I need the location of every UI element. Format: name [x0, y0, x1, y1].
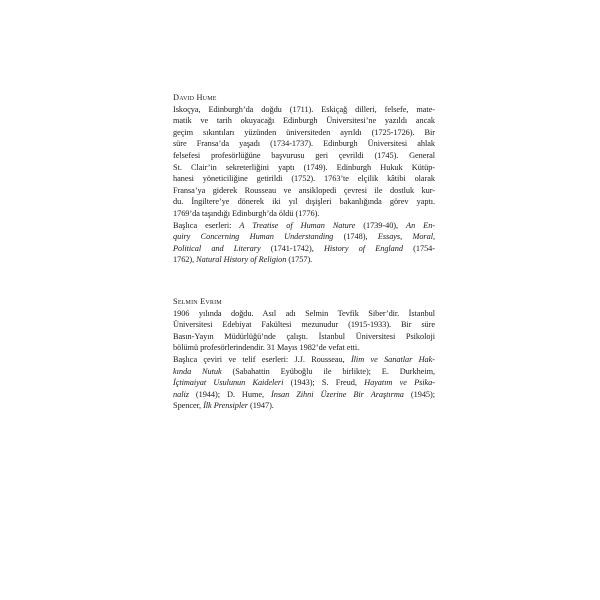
work-title: Natural History of Religion — [196, 255, 287, 265]
bio-line: du. İngiltere’ye dönerek iki yıl dışişleri bakanlığında görev yaptı. — [173, 197, 435, 207]
bio-line: geçim sıkıntıları yüzünden üniversiteden ayrıldı (1725-1726). Bir — [173, 127, 435, 137]
bio-line: Iskoçya, Edinburgh’da doğdu (1711). Eskiçağ dilleri, felsefe, mate- — [173, 104, 435, 114]
work-title: An En- — [406, 220, 435, 230]
work-title: İçtimaiyat Usulunun Kaideleri — [173, 378, 284, 388]
bio-works-line: Başlıca eserleri: A Treatise of Human Nature (1739-40), An En- — [173, 220, 435, 230]
bio-line: Üniversitesi Edebiyat Fakültesi mezunudur (1915-1933). Bir süre — [173, 320, 435, 330]
work-title: İlk Prensipler — [203, 401, 248, 411]
bio-works-line: Spencer, İlk Prensipler (1947). — [173, 401, 274, 411]
translator-name: Selmin Evrim — [173, 297, 222, 306]
work-title: Hayatım ve Psika- — [364, 378, 435, 388]
bio-works-line: Başlıca çeviri ve telif eserleri: J.J. Rousseau, İlim ve Sanatlar Hak- — [173, 354, 435, 364]
bio-line: Basın-Yayın Müdürlüğü’nde çalıştı. İstanbul Üniversitesi Psikoloji — [173, 331, 435, 341]
work-title: Political and Literary — [173, 243, 261, 253]
work-title: Essays, Moral, — [377, 232, 435, 242]
author-name: David Hume — [173, 93, 217, 102]
bio-line: 1769’da taşındığı Edinburgh’da öldü (1776). — [173, 208, 320, 218]
work-title: History of England — [323, 243, 403, 253]
bio-line: bölümü profesörlerindendir. 31 Mayıs 1982’de vefat etti. — [173, 343, 360, 353]
bio-works-line: quiry Concerning Human Understanding (1748), Essays, Moral, — [173, 232, 435, 242]
bio-line: matik ve tarih okuyacağı Edinburgh Üniversitesi’ne yazıldı ancak — [173, 116, 435, 126]
bio-works-line: naliz (1944); D. Hume, İnsan Zihni Üzerine Bir Araştırma (1945); — [173, 389, 435, 399]
work-title: İnsan Zihni Üzerine Bir Araştırma — [271, 389, 404, 399]
bio-works-line: Political and Literary (1741-1742), History of England (1754- — [173, 243, 435, 253]
bio-line: St. Clair’in sekreterliğini yaptı (1749). Edinburgh Hukuk Kütüp- — [173, 162, 435, 172]
bio-line: felsefesi profesörlüğüne başvurusu geri çevrildi (1745). General — [173, 150, 435, 160]
bio-works-line: İçtimaiyat Usulunun Kaideleri (1943); S. Freud, Hayatım ve Psika- — [173, 378, 435, 388]
work-title: kında Nutuk — [173, 366, 222, 376]
work-title: İlim ve Sanatlar Hak- — [350, 354, 435, 364]
work-title: quiry Concerning Human Understanding — [173, 232, 334, 242]
biography-david-hume — [173, 92, 435, 266]
work-title: A Treatise of Human Nature — [239, 220, 356, 230]
bio-works-line: 1762), Natural History of Religion (1757). — [173, 255, 313, 265]
bio-line: 1906 yılında doğdu. Asıl adı Selmin Tevfik Siber’dir. İstanbul — [173, 308, 435, 318]
bio-line: süre Fransa’da yaşadı (1734-1737). Edinburgh Üniversitesi ahlak — [173, 139, 435, 149]
bio-line: hanesi yöneticiliğine getirildi (1752). 1763’te elçilik kâtibi olarak — [173, 174, 435, 184]
work-title: naliz — [173, 389, 189, 399]
biography-selmin-evrim — [173, 296, 435, 412]
bio-line: Fransa’ya giderek Rousseau ve ansiklopedi çevresi ile dostluk kur- — [173, 185, 435, 195]
bio-works-line: kında Nutuk (Sabahattin Eyüboğlu ile birlikte); E. Durkheim, — [173, 366, 435, 376]
